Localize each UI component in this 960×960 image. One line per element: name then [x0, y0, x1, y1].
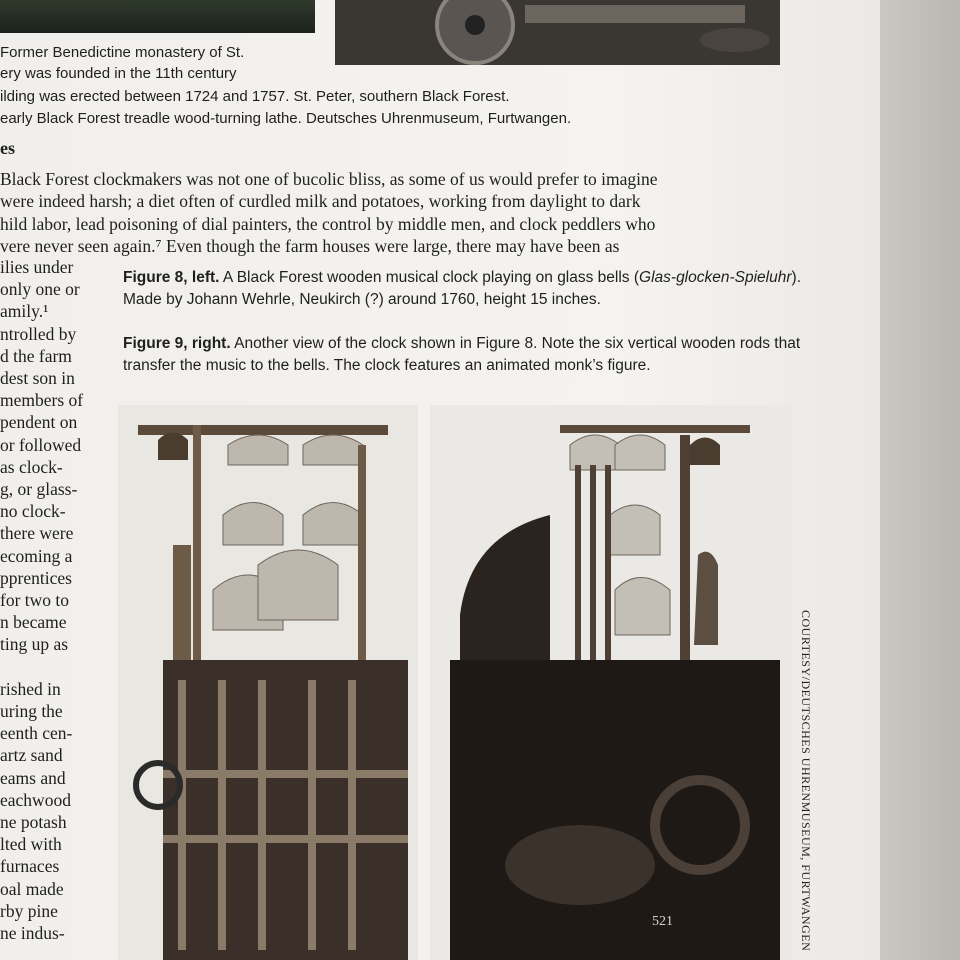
body-line-1: Black Forest clockmakers was not one of bucolic bliss, as some of us would prefer to imagine [0, 169, 658, 189]
top-caption-line-3: ilding was erected between 1724 and 1757. St. Peter, southern Black Forest. [0, 88, 510, 105]
left-column-line: there were [0, 523, 74, 544]
left-column-line: pendent on [0, 412, 78, 433]
body-line-3: hild labor, lead poisoning of dial painters, the control by middle men, and clock peddlers who [0, 214, 656, 234]
top-caption-line-1: Former Benedictine monastery of St. [0, 44, 245, 61]
left-column-line: ne potash [0, 812, 67, 832]
left-column-line: for two to [0, 590, 70, 610]
figure-9-photo [430, 405, 792, 960]
figure-9-clock-graphic [430, 405, 792, 960]
left-column-line: members of [0, 390, 84, 411]
left-column-line: oal made [0, 878, 64, 899]
figure-8-caption [123, 267, 803, 310]
top-caption-line-4: early Black Forest treadle wood-turning lathe. Deutsches Uhrenmuseum, Furtwangen. [0, 110, 572, 127]
left-column-line: ecoming a [0, 545, 73, 566]
left-column-line: only one or [0, 279, 80, 300]
clock-number-label: 521 [652, 914, 673, 929]
figure-9-text: Another view of the clock shown in Figure 8. Note the six vertical wooden rods that transfer the music to the bells. The clock features an animated monk’s figure. [123, 335, 801, 374]
figure-8-text: A Black Forest wooden musical clock playing on glass bells ( [219, 269, 640, 286]
figure-8-italic: Glas-glocken-Spieluhr [639, 269, 792, 286]
left-column-line: ilies under [0, 257, 74, 277]
figure-8-clock-graphic [118, 405, 418, 960]
left-column-line: g, or glass- [0, 479, 78, 499]
left-column-line: eachwood [0, 789, 71, 810]
left-column-line: eams and [0, 767, 66, 788]
lathe-photo [335, 0, 780, 65]
left-column-line: rby pine [0, 900, 58, 921]
left-column-line: furnaces [0, 856, 60, 877]
figure-8-label: Figure 8, left. [123, 269, 220, 286]
left-column-line: n became [0, 612, 67, 633]
left-column-line: amily.¹ [0, 301, 49, 322]
left-column-line: ntrolled by [0, 323, 77, 344]
figure-9-caption [123, 333, 803, 376]
page-edge-shadow [880, 0, 960, 960]
photo-credit: COURTESY/DEUTSCHES UHRENMUSEUM, FURTWANGEN [799, 610, 813, 952]
top-caption-line-2: ery was founded in the 11th century [0, 65, 237, 82]
body-line-2: were indeed harsh; a diet often of curdled milk and potatoes, working from daylight to dark [0, 191, 641, 211]
left-column-line: as clock- [0, 456, 63, 477]
left-column-line: ne indus- [0, 923, 65, 943]
left-column-line: rished in [0, 678, 61, 699]
lathe-photo-graphic [335, 0, 780, 65]
left-column-line: pprentices [0, 567, 72, 588]
left-column-line: no clock- [0, 501, 66, 522]
left-column-line: uring the [0, 701, 63, 721]
figure-9-label: Figure 9, right. [123, 335, 231, 352]
left-column-line: d the farm [0, 345, 72, 366]
left-column-line: ting up as [0, 634, 69, 655]
left-column-line: or followed [0, 434, 82, 455]
figure-8-text2: ). Made by Johann Wehrle, Neukirch (?) around 1760, height 15 inches. [123, 269, 801, 308]
left-column-line: artz sand [0, 745, 63, 766]
monastery-photo [0, 0, 315, 33]
left-column-line: eenth cen- [0, 723, 73, 744]
left-column-line: lted with [0, 834, 62, 855]
figure-8-photo [118, 405, 418, 960]
section-heading: es [0, 138, 15, 158]
left-column-line: dest son in [0, 368, 75, 388]
body-line-4: vere never seen again.⁷ Even though the farm houses were large, there may have been as [0, 236, 620, 256]
